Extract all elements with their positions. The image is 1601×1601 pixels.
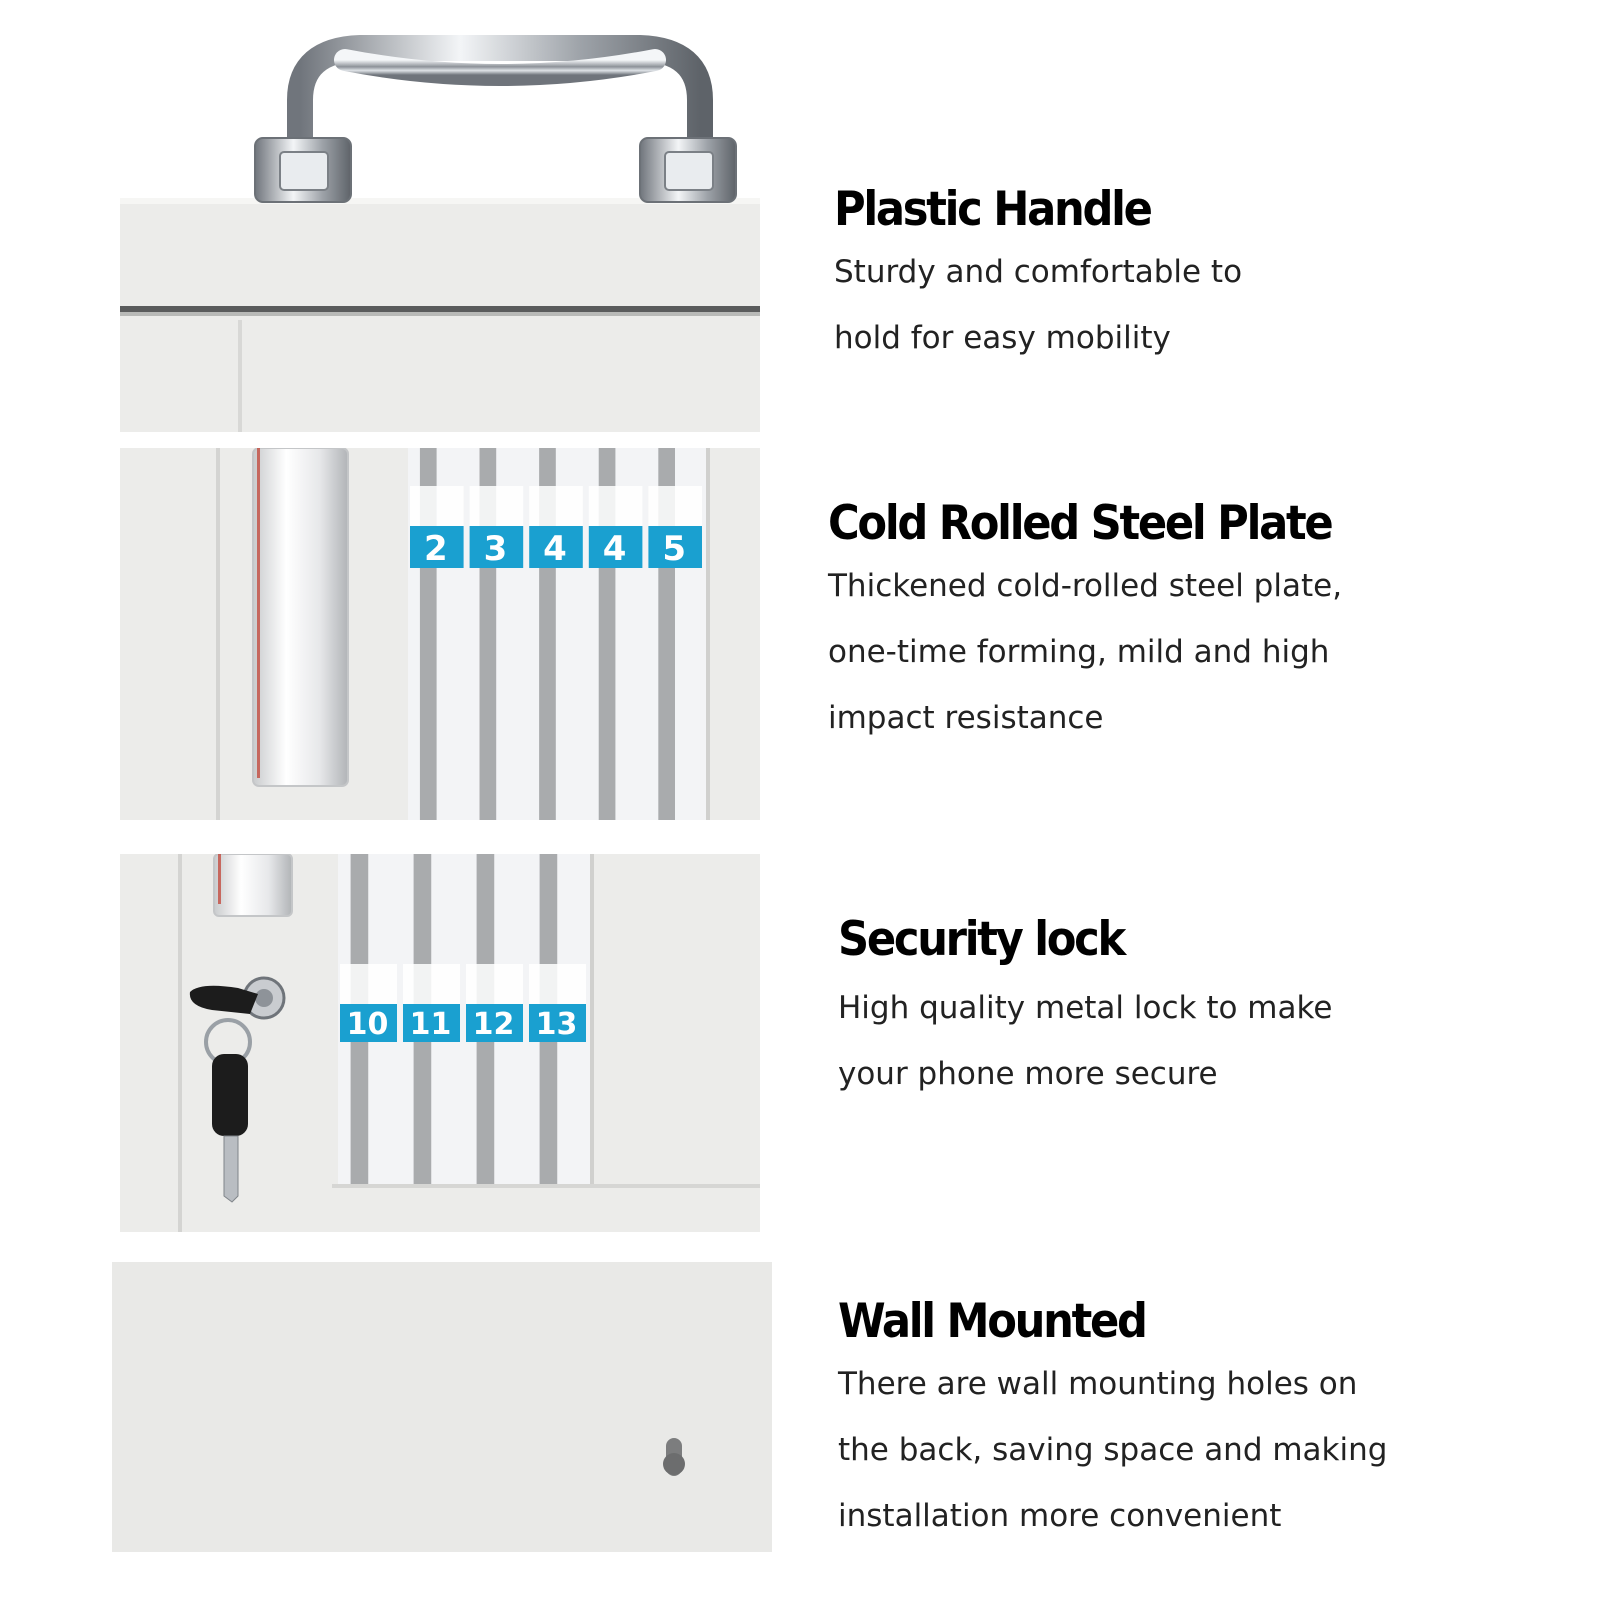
slot-number: 11 [409,1007,452,1042]
feature-desc-line: Sturdy and comfortable to [834,254,1243,290]
feature-wall-mounted [838,1294,1388,1549]
feature-plastic-handle [834,182,1243,371]
slot-number: 12 [472,1007,515,1042]
handle-panel [120,20,760,432]
feature-desc [834,239,1242,371]
feature-security-lock [838,912,1333,1107]
feature-title: Security lock [838,912,1124,967]
handle-icon [255,48,736,202]
feature-desc-line: Thickened cold-rolled steel plate, [828,568,1343,604]
slot-number: 2 [423,529,448,569]
feature-desc-line: one-time forming, mild and high [828,634,1330,670]
feature-title: Cold Rolled Steel Plate [828,496,1332,551]
feature-title: Wall Mounted [838,1294,1146,1349]
slot-number: 4 [602,529,627,569]
feature-desc [838,975,1332,1107]
slot-number: 4 [543,529,567,569]
slot-number: 13 [535,1007,578,1042]
feature-desc [838,1351,1387,1549]
feature-title: Plastic Handle [834,182,1151,237]
slot-number: 10 [346,1007,389,1042]
feature-desc-line: installation more convenient [838,1498,1282,1534]
feature-cold-rolled-steel [828,496,1375,751]
feature-desc-line: the back, saving space and making [838,1432,1388,1468]
feature-desc-line: your phone more secure [838,1056,1218,1092]
security-lock-panel [120,854,760,1232]
slot-number: 3 [483,529,508,569]
steel-plate-panel [120,448,760,820]
wall-mounted-panel [112,1262,772,1552]
feature-desc-line: High quality metal lock to make [838,990,1333,1026]
feature-desc-line: hold for easy mobility [834,320,1171,356]
feature-desc [828,553,1375,751]
feature-desc-line: There are wall mounting holes on [838,1366,1358,1402]
slot-number: 5 [662,529,687,569]
feature-desc-line: impact resistance [828,700,1104,736]
